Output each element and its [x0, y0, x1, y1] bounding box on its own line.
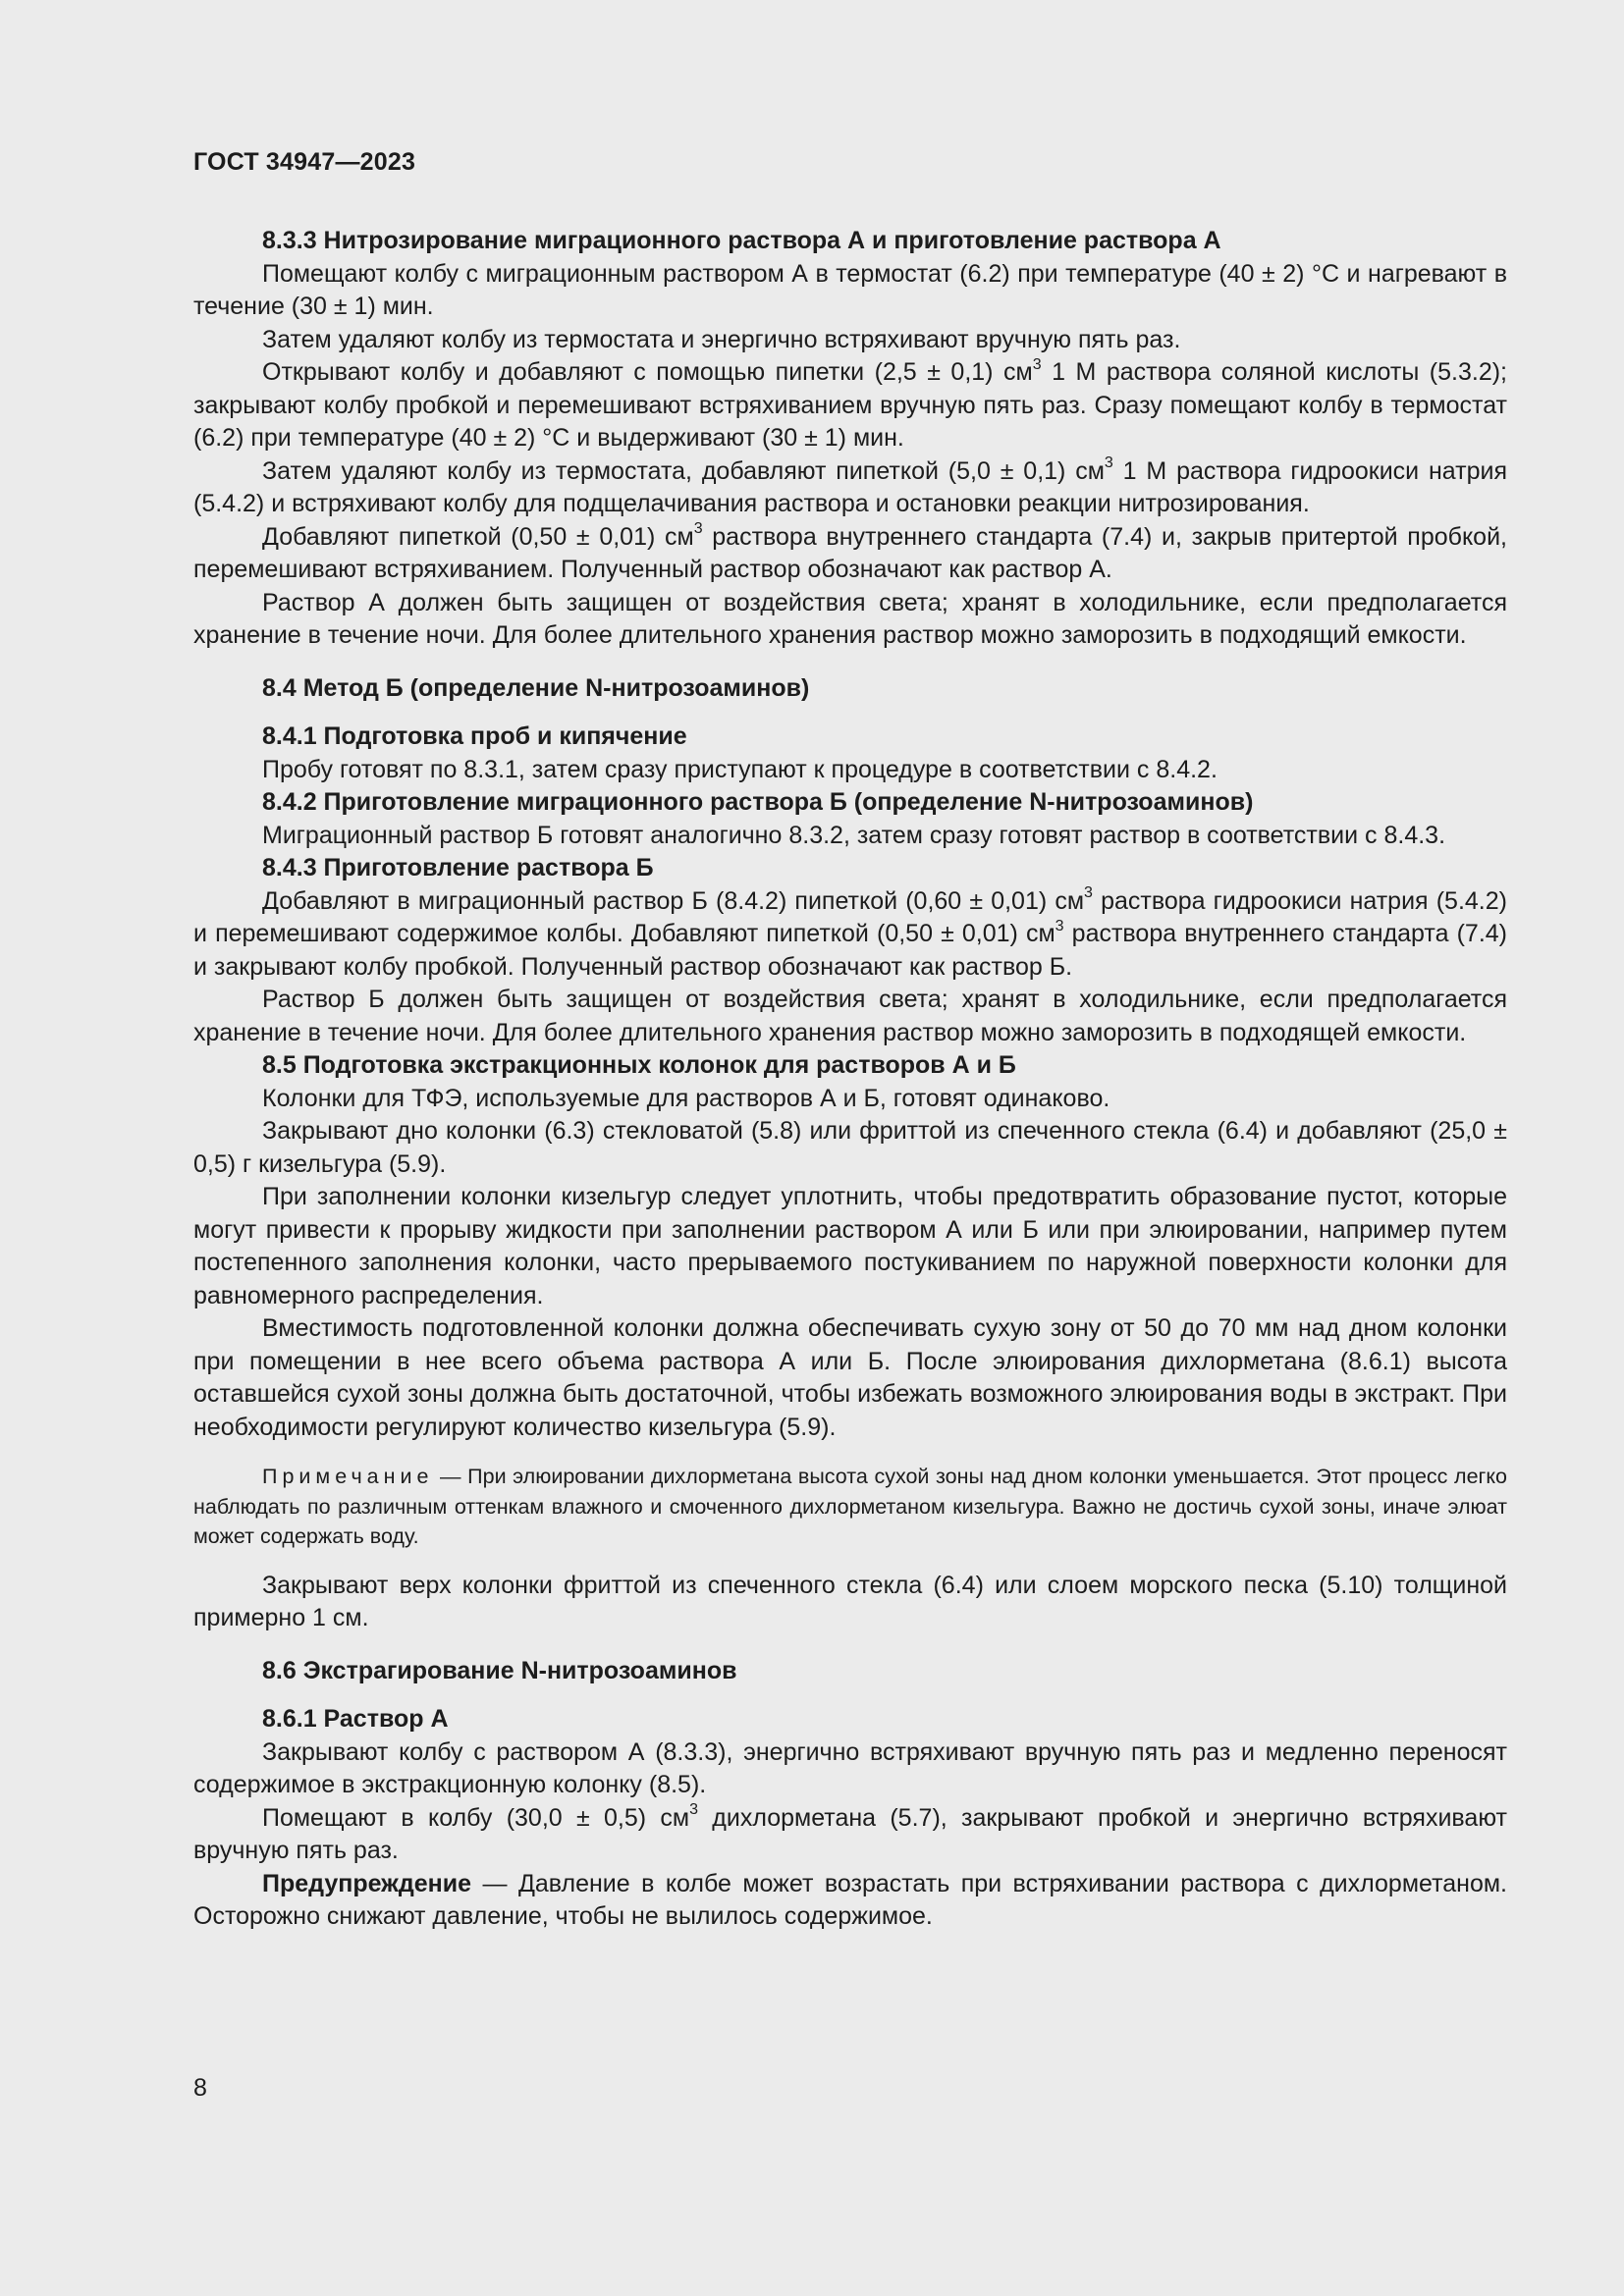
document-body	[193, 225, 1507, 1934]
paragraph: Пробу готовят по 8.3.1, затем сразу приступают к процедуре в соответствии с 8.4.2.	[262, 755, 1218, 783]
superscript: 3	[1055, 917, 1064, 934]
section-8-4-2-title: 8.4.2 Приготовление миграционного раствора Б (определение N-нитрозоаминов)	[262, 788, 1254, 816]
superscript: 3	[1084, 884, 1093, 902]
paragraph: Открывают колбу и добавляют с помощью пипетки (2,5 ± 0,1) $см^3$ 1 М раствора соляной кислоты (5.3.2); закрывают колбу пробкой и перемешивают встряхиванием вручную пять раз. Сразу помещают колбу в термостат (6.2) при температуре (40 ± 2) °С и выдерживают (30 ± 1) мин.	[193, 355, 1507, 452]
section-8-6-1-title: 8.6.1 Раствор А	[262, 1705, 449, 1733]
paragraph: При заполнении колонки кизельгур следует уплотнить, чтобы предотвратить образование пустот, которые могут привести к прорыву жидкости при заполнении раствором А или Б или при элюировании, например путем постепенного заполнения колонки, часто прерываемого постукиванием по наружной поверхности колонки для равномерного распределения.	[193, 1183, 1507, 1309]
paragraph: Затем удаляют колбу из термостата и энергично встряхивают вручную пять раз.	[262, 325, 1181, 353]
paragraph: Добавляют пипеткой (0,50 ± 0,01) $см^3$ раствора внутреннего стандарта (7.4) и, закрыв притертой пробкой, перемешивают встряхиванием. Полученный раствор обозначают как раствор А.	[193, 520, 1507, 583]
paragraph: Закрывают колбу с раствором А (8.3.3), энергично встряхивают вручную пять раз и медленно переносят содержимое в экстракционную колонку (8.5).	[193, 1737, 1507, 1798]
paragraph: Помещают колбу с миграционным раствором А в термостат (6.2) при температуре (40 ± 2) °С и нагревают в течение (30 ± 1) мин.	[193, 259, 1507, 320]
paragraph: Добавляют в миграционный раствор Б (8.4.2) пипеткой (0,60 ± 0,01) $см^3$ раствора гидроокиси натрия (5.4.2) и перемешивают содержимое колбы. Добавляют пипеткой (0,50 ± 0,01) $см^3$ раствора внутреннего стандарта (7.4) и закрывают колбу пробкой. Полученный раствор обозначают как раствор Б.	[193, 884, 1507, 981]
section-8-4-title: 8.4 Метод Б (определение N-нитрозоаминов)	[262, 673, 810, 702]
note-label: Примечание	[262, 1465, 434, 1488]
paragraph: Раствор Б должен быть защищен от воздействия света; хранят в холодильнике, если предполагается хранение в течение ночи. Для более длительного хранения раствор можно заморозить в подходящей емкости.	[193, 986, 1507, 1046]
paragraph: Закрывают дно колонки (6.3) стекловатой (5.8) или фриттой из спеченного стекла (6.4) и добавляют (25,0 ± 0,5) г кизельгура (5.9).	[193, 1117, 1507, 1178]
paragraph: Вместимость подготовленной колонки должна обеспечивать сухую зону от 50 до 70 мм над дном колонки при помещении в нее всего объема раствора А или Б. После элюирования дихлорметана (8.6.1) высота оставшейся сухой зоны должна быть достаточной, чтобы избежать возможного элюирования воды в экстракт. При необходимости регулируют количество кизельгура (5.9).	[193, 1314, 1507, 1441]
paragraph: Затем удаляют колбу из термостата, добавляют пипеткой (5,0 ± 0,1) $см^3$ 1 М раствора гидроокиси натрия (5.4.2) и встряхивают колбу для подщелачивания раствора и остановки реакции нитрозирования.	[193, 454, 1507, 517]
paragraph: Помещают в колбу (30,0 ± 0,5) $см^3$ дихлорметана (5.7), закрывают пробкой и энергично встряхивают вручную пять раз.	[193, 1801, 1507, 1864]
section-8-3-3-title: 8.3.3 Нитрозирование миграционного раствора А и приготовление раствора А	[262, 227, 1221, 254]
superscript: 3	[689, 1801, 698, 1819]
superscript: 3	[1104, 454, 1113, 472]
section-8-4-3-title: 8.4.3 Приготовление раствора Б	[262, 854, 654, 881]
paragraph: Закрывают верх колонки фриттой из спеченного стекла (6.4) или слоем морского песка (5.10) толщиной примерно 1 см.	[193, 1571, 1507, 1631]
superscript: 3	[693, 520, 703, 538]
superscript: 3	[1032, 355, 1042, 373]
section-8-5-title: 8.5 Подготовка экстракционных колонок для растворов А и Б	[262, 1051, 1016, 1079]
paragraph: Миграционный раствор Б готовят аналогично 8.3.2, затем сразу готовят раствор в соответствии с 8.4.3.	[262, 821, 1446, 849]
warning-paragraph: Предупреждение — Давление в колбе может возрастать при встряхивании раствора с дихлорметаном. Осторожно снижают давление, чтобы не вылилось содержимое.	[193, 1869, 1507, 1930]
page-number: 8	[193, 2074, 207, 2102]
paragraph: Колонки для ТФЭ, используемые для растворов А и Б, готовят одинаково.	[262, 1084, 1110, 1112]
section-8-6-title: 8.6 Экстрагирование N-нитрозоаминов	[262, 1656, 737, 1684]
warning-label: Предупреждение	[262, 1869, 472, 1897]
section-8-4-1-title: 8.4.1 Подготовка проб и кипячение	[262, 722, 687, 750]
paragraph: Раствор А должен быть защищен от воздействия света; хранят в холодильнике, если предполагается хранение в течение ночи. Для более длительного хранения раствор можно заморозить в подходящий емкости.	[193, 588, 1507, 649]
document-code: ГОСТ 34947—2023	[193, 148, 416, 176]
note: Примечание — При элюировании дихлорметана высота сухой зоны над дном колонки уменьшается. Этот процесс легко наблюдать по различным оттенкам влажного и смоченного дихлорметаном кизельгура. Важно не достичь сухой зоны, иначе элюат может содержать воду.	[193, 1465, 1507, 1548]
